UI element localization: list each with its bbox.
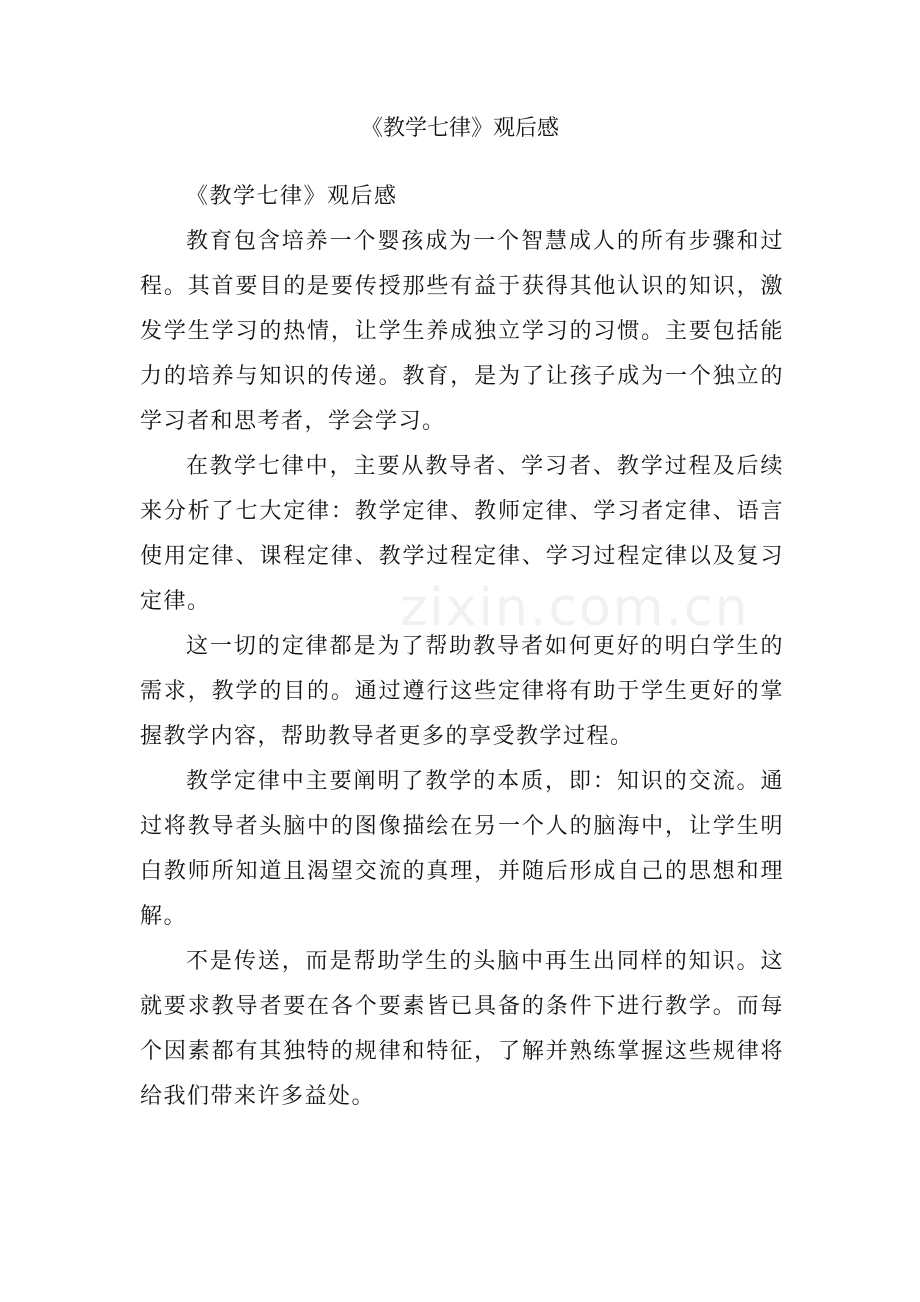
body-paragraph: 在教学七律中，主要从教导者、学习者、教学过程及后续来分析了七大定律：教学定律、教师定律、学习者定律、语言使用定律、课程定律、教学过程定律、学习过程定律以及复习定律。 — [140, 454, 784, 614]
watermark: zixin.com.cn — [400, 578, 750, 638]
body-paragraph: 教育包含培养一个婴孩成为一个智慧成人的所有步骤和过程。其首要目的是要传授那些有益于获得其他认识的知识，激发学生学习的热情，让学生养成独立学习的习惯。主要包括能力的培养与知识的传递。教育，是为了让孩子成为一个独立的学习者和思考者，学会学习。 — [140, 229, 784, 434]
document-body — [140, 174, 784, 1119]
body-paragraph: 不是传送，而是帮助学生的头脑中再生出同样的知识。这就要求教导者要在各个要素皆已具备的条件下进行教学。而每个因素都有其独特的规律和特征，了解并熟练掌握这些规律将给我们带来许多益处。 — [140, 949, 784, 1109]
body-paragraph: 这一切的定律都是为了帮助教导者如何更好的明白学生的需求，教学的目的。通过遵行这些定律将有助于学生更好的掌握教学内容，帮助教导者更多的享受教学过程。 — [140, 634, 784, 749]
subtitle-paragraph: 《教学七律》观后感 — [186, 184, 398, 209]
body-paragraph: 教学定律中主要阐明了教学的本质，即：知识的交流。通过将教导者头脑中的图像描绘在另一个人的脑海中，让学生明白教师所知道且渴望交流的真理，并随后形成自己的思想和理解。 — [140, 769, 784, 929]
document-title: 《教学七律》观后感 — [360, 116, 559, 141]
